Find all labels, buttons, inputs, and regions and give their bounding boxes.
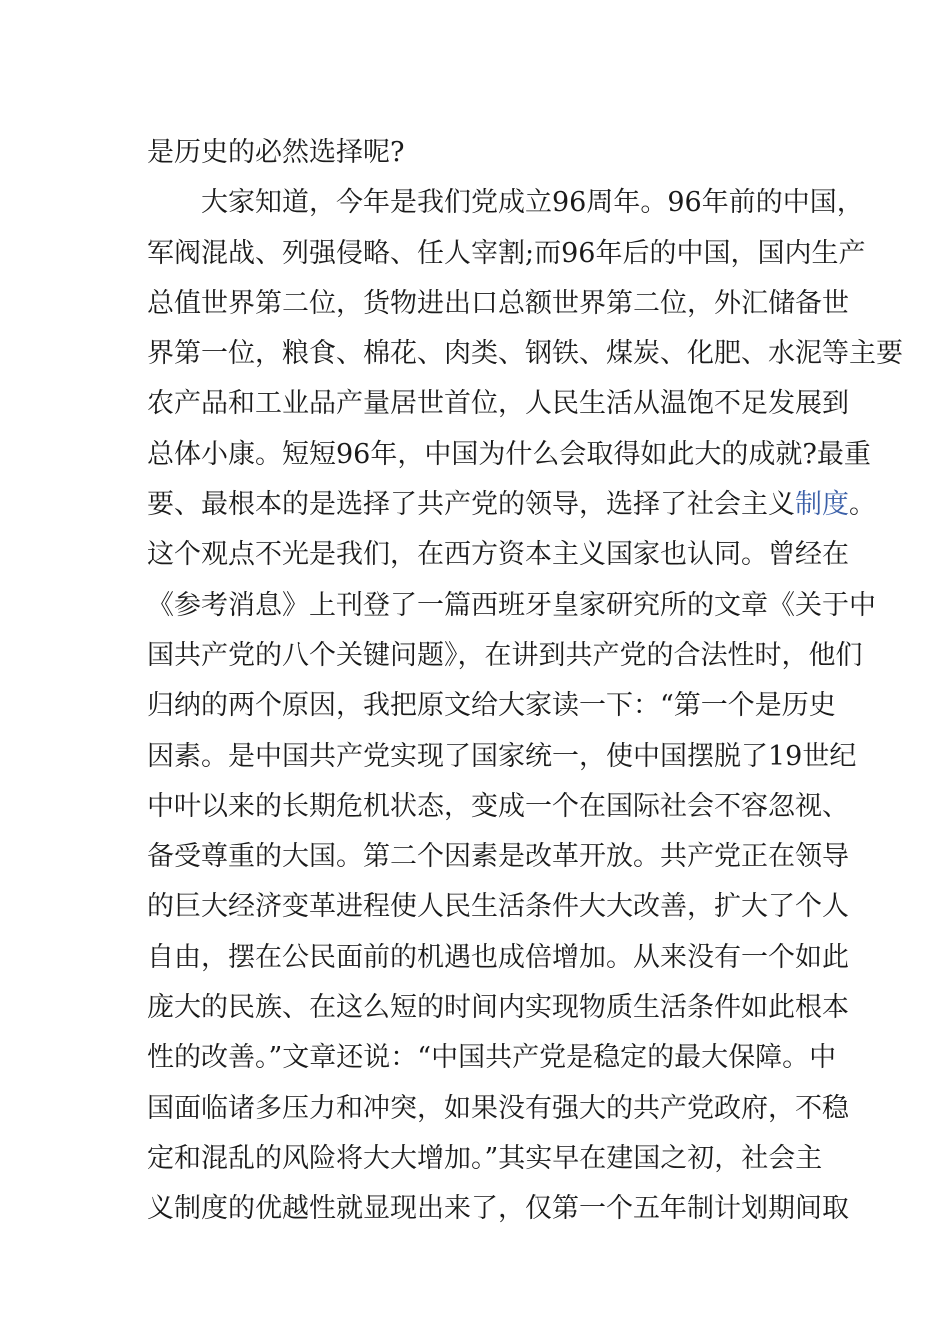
text-line: 中叶以来的长期危机状态，变成一个在国际社会不容忽视、	[147, 790, 849, 822]
text-line: 性的改善。”文章还说：“中国共产党是稳定的最大保障。中	[147, 1042, 837, 1074]
text-line: 界第一位，粮食、棉花、肉类、钢铁、煤炭、化肥、水泥等主要	[147, 338, 903, 370]
text-line: 庞大的民族、在这么短的时间内实现物质生活条件如此根本	[147, 992, 849, 1024]
text-line: 义制度的优越性就显现出来了，仅第一个五年制计划期间取	[147, 1193, 849, 1225]
text-line: 总值世界第二位，货物进出口总额世界第二位，外汇储备世	[147, 287, 849, 319]
text-line: 因素。是中国共产党实现了国家统一，使中国摆脱了19世纪	[147, 740, 857, 772]
body-text	[147, 128, 903, 1235]
text-line: 的巨大经济变革进程使人民生活条件大大改善，扩大了个人	[147, 891, 849, 923]
text-line: 总体小康。短短96年，中国为什么会取得如此大的成就?最重	[147, 438, 871, 470]
text-line: 自由，摆在公民面前的机遇也成倍增加。从来没有一个如此	[147, 941, 849, 973]
text-line: 是历史的必然选择呢?	[147, 137, 405, 168]
text-line: 国面临诸多压力和冲突，如果没有强大的共产党政府，不稳	[147, 1092, 849, 1124]
text-line: 农产品和工业品产量居世首位，人民生活从温饱不足发展到	[147, 388, 849, 420]
text-segment: 要、最根本的是选择了共产党的领导，选择了社会主义	[147, 489, 795, 521]
institution-link[interactable]: 制度	[795, 489, 849, 521]
text-line: 国共产党的八个关键问题》，在讲到共产党的合法性时，他们	[147, 639, 863, 671]
text-line: 军阀混战、列强侵略、任人宰割;而96年后的中国，国内生产	[147, 237, 866, 269]
text-line: 定和混乱的风险将大大增加。”其实早在建国之初，社会主	[147, 1142, 823, 1174]
text-segment: 。	[849, 489, 876, 521]
text-line: 归纳的两个原因，我把原文给大家读一下：“第一个是历史	[147, 690, 836, 722]
text-line-with-link	[147, 480, 876, 530]
text-line: 大家知道，今年是我们党成立96周年。96年前的中国，	[201, 187, 864, 219]
text-line: 这个观点不光是我们，在西方资本主义国家也认同。曾经在	[147, 539, 849, 571]
text-line: 《参考消息》上刊登了一篇西班牙皇家研究所的文章《关于中	[147, 589, 876, 621]
text-line: 备受尊重的大国。第二个因素是改革开放。共产党正在领导	[147, 841, 849, 873]
